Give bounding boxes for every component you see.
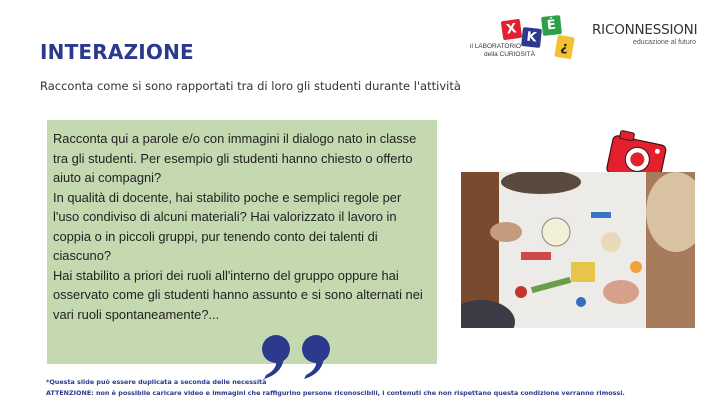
footer-note: *Questa slide può essere duplicata a seconda delle necessità <box>46 378 267 386</box>
riconnessioni-name: RICONNESSIONI <box>592 22 698 38</box>
xke-logo <box>470 14 580 62</box>
classroom-photo-drawing <box>461 172 695 328</box>
page-title: INTERAZIONE <box>40 40 194 64</box>
xke-tagline-line2: della CURIOSITÀ <box>484 51 535 58</box>
classroom-photo <box>461 172 695 328</box>
riconnessioni-tagline: educazione al futuro <box>632 39 696 46</box>
xke-letter-k: K <box>521 27 542 48</box>
xke-letter-x: X <box>501 19 522 40</box>
page-subtitle: Racconta come si sono rapportati tra di loro gli studenti durante l'attività <box>40 79 461 93</box>
xke-letter-q: ¿ <box>554 35 575 60</box>
xke-letter-e: É <box>541 15 562 36</box>
prompt-text[interactable]: Racconta qui a parole e/o con immagini il dialogo nato in classe tra gli studenti. Per esempio gli studenti hanno chiesto o offerto aiuto ai compagni? In qualità di docente, hai stabilito poche e semplici regole per l'uso condiviso di alcuni materiali? Hai valorizzato il lavoro in coppia o in piccoli gruppi, pur tenendo conto dei talenti di ciascuno? Hai stabilito a priori dei ruoli all'interno del gruppo oppure hai osservato come gli studenti hanno assunto e si sono alternati nei vari ruoli spontaneamente?... <box>53 131 423 322</box>
closing-quote-icon <box>258 333 340 379</box>
xke-tagline <box>470 43 535 59</box>
xke-tagline-line1: il LABORATORIO <box>470 43 522 50</box>
riconnessioni-logo <box>592 22 704 46</box>
footer-warning: ATTENZIONE: non è possibile caricare video e immagini che raffigurino persone riconoscibili, i contenuti che non rispettano questa condizione verranno rimossi. <box>46 389 625 397</box>
